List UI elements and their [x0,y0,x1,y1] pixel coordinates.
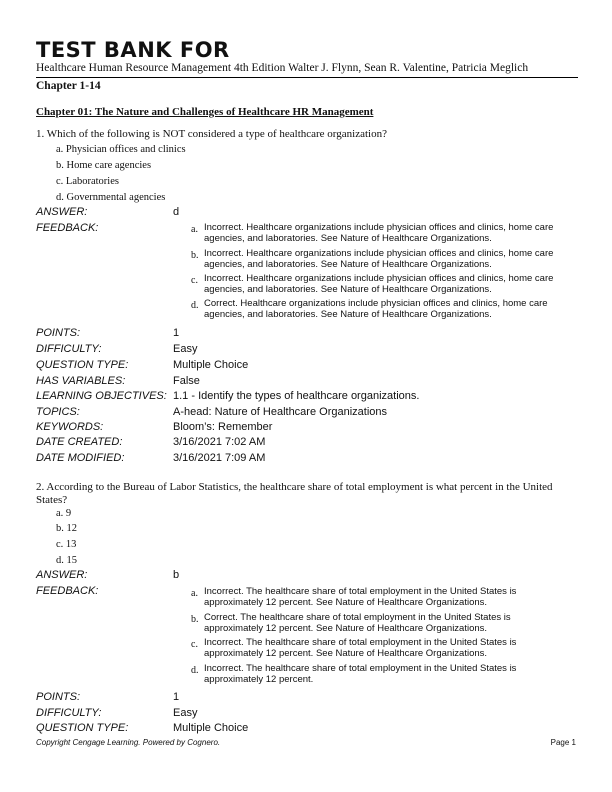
q1-feedback-a-text: Incorrect. Healthcare organizations include physician offices and clinics, home care agencies, and laboratories. See Nature of Healthcare Organizations. [204,222,554,244]
document-title: TEST BANK FOR [36,38,230,62]
q2-feedback-label: FEEDBACK: [36,585,99,597]
question-1-option-b: b. Home care agencies [56,160,152,171]
q1-topics-label: TOPICS: [36,406,80,418]
q1-date-modified-label: DATE MODIFIED: [36,452,125,464]
q1-answer-value: d [173,206,180,218]
q2-feedback-b-text: Correct. The healthcare share of total employment in the United States is approximately 12 percent. See Nature of Healthcare Organizations. [204,612,511,634]
question-2-text-line2: States? [36,494,68,506]
question-1-text: 1. Which of the following is NOT considered a type of healthcare organization? [36,128,387,140]
chapter-range: Chapter 1-14 [36,80,101,92]
question-1-option-a: a. Physician offices and clinics [56,144,186,155]
q2-feedback-d-text: Incorrect. The healthcare share of total employment in the United States is approximately 12 percent. [204,663,517,685]
q1-keywords-label: KEYWORDS: [36,421,104,433]
question-2-option-a: a. 9 [56,508,72,519]
q1-points-label: POINTS: [36,327,81,339]
q1-feedback-label: FEEDBACK: [36,222,99,234]
q1-feedback-a-letter: a. [191,224,198,235]
q2-feedback-d-letter: d. [191,665,199,676]
question-1-option-c: c. Laboratories [56,176,119,187]
book-subtitle: Healthcare Human Resource Management 4th Edition Walter J. Flynn, Sean R. Valentine, Patricia Meglich [36,62,529,74]
q1-date-modified-value: 3/16/2021 7:09 AM [173,452,266,464]
q1-feedback-d-letter: d. [191,300,199,311]
header-divider [36,77,578,78]
q2-feedback-b-letter: b. [191,614,199,625]
q1-question-type-value: Multiple Choice [173,359,249,371]
q1-difficulty-label: DIFFICULTY: [36,343,102,355]
q1-date-created-label: DATE CREATED: [36,436,123,448]
q2-question-type-value: Multiple Choice [173,722,249,734]
q1-difficulty-value: Easy [173,343,198,355]
q1-topics-value: A-head: Nature of Healthcare Organizations [173,406,388,418]
q2-points-value: 1 [173,691,180,703]
q2-difficulty-value: Easy [173,707,198,719]
q2-answer-value: b [173,569,180,581]
q1-question-type-label: QUESTION TYPE: [36,359,129,371]
question-2-option-c: c. 13 [56,539,77,550]
q1-keywords-value: Bloom’s: Remember [173,421,273,433]
q2-question-type-label: QUESTION TYPE: [36,722,129,734]
q1-points-value: 1 [173,327,180,339]
q1-date-created-value: 3/16/2021 7:02 AM [173,436,266,448]
q1-learning-objectives-label: LEARNING OBJECTIVES: [36,390,167,402]
question-2-option-d: d. 15 [56,555,77,566]
q1-has-variables-value: False [173,375,200,387]
q1-learning-objectives-value: 1.1 - Identify the types of healthcare organizations. [173,390,420,402]
page-number: Page 1 [550,738,576,747]
q2-feedback-a-text: Incorrect. The healthcare share of total employment in the United States is approximately 12 percent. See Nature of Healthcare Organizations. [204,586,517,608]
q2-answer-label: ANSWER: [36,569,88,581]
q2-feedback-c-letter: c. [191,639,198,650]
q1-feedback-c-text: Incorrect. Healthcare organizations include physician offices and clinics, home care agencies, and laboratories. See Nature of Healthcare Organizations. [204,273,554,295]
q1-feedback-d-text: Correct. Healthcare organizations include physician offices and clinics, home care agencies, and laboratories. See Nature of Healthcare Organizations. [204,298,548,320]
q2-feedback-c-text: Incorrect. The healthcare share of total employment in the United States is approximately 12 percent. See Nature of Healthcare Organizations. [204,637,517,659]
q1-feedback-b-text: Incorrect. Healthcare organizations include physician offices and clinics, home care agencies, and laboratories. See Nature of Healthcare Organizations. [204,248,554,270]
q1-feedback-b-letter: b. [191,250,199,261]
question-1-option-d: d. Governmental agencies [56,192,166,203]
q1-feedback-c-letter: c. [191,275,198,286]
question-2-option-b: b. 12 [56,523,77,534]
q2-feedback-a-letter: a. [191,588,198,599]
q1-answer-label: ANSWER: [36,206,88,218]
q2-points-label: POINTS: [36,691,81,703]
q2-difficulty-label: DIFFICULTY: [36,707,102,719]
chapter-heading: Chapter 01: The Nature and Challenges of Healthcare HR Management [36,106,374,118]
q1-has-variables-label: HAS VARIABLES: [36,375,126,387]
question-2-text-line1: 2. According to the Bureau of Labor Statistics, the healthcare share of total employment is what percent in the United [36,481,553,493]
copyright-footer: Copyright Cengage Learning. Powered by Cognero. [36,738,221,747]
